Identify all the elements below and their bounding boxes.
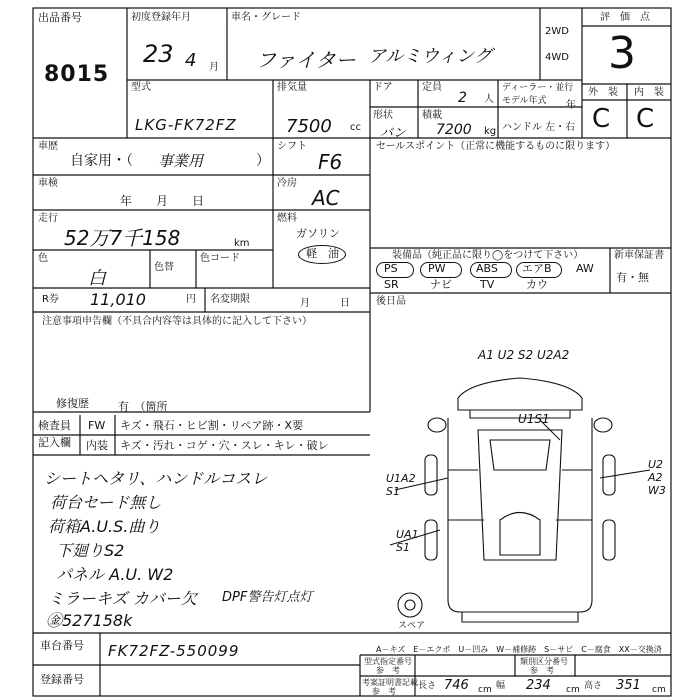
designation-number-label: 型式指定番号 bbox=[364, 657, 412, 666]
history-use: 事業用 bbox=[158, 152, 204, 170]
color-code-label: 色コード bbox=[200, 253, 240, 264]
comment-line-6: ミラーキズ カバー欠 bbox=[48, 589, 197, 608]
shift-label: シフト bbox=[277, 141, 307, 152]
recycle-label: R券 bbox=[42, 294, 59, 305]
grade: アルミウィング bbox=[368, 46, 492, 67]
score-value: 3 bbox=[608, 28, 636, 79]
exterior-grade: C bbox=[592, 104, 611, 134]
history-value: 自家用・（ bbox=[70, 153, 133, 169]
certificate-label: 考案証明書記載 bbox=[362, 678, 418, 687]
comment-line-8: ㊎527158k bbox=[46, 611, 133, 630]
recycle-unit: 円 bbox=[186, 294, 196, 305]
fuel-label: 燃料 bbox=[277, 213, 297, 224]
damage-legend: A－キズ E－エクボ U－凹み W－補修跡 S－サビ C－腐食 XX－交換済 bbox=[376, 645, 662, 654]
chassis-number: FK72FZ-550099 bbox=[108, 642, 240, 660]
inspector-label-1: 検査員 bbox=[38, 419, 71, 432]
diagram-note-left-rear: UA1 S1 bbox=[396, 528, 419, 554]
aircon-label: 冷房 bbox=[277, 178, 297, 189]
load-value: 7200 bbox=[436, 122, 472, 138]
displacement-unit: cc bbox=[350, 122, 361, 133]
score-label: 評 価 点 bbox=[600, 12, 650, 23]
inspector-label-2: 記入欄 bbox=[38, 436, 71, 449]
equipment-pw: PW bbox=[428, 262, 446, 275]
notes-label: 注意事項申告欄（不具合内容等は具体的に記入して下さい） bbox=[42, 316, 312, 327]
spare-tire-label: スペア bbox=[398, 621, 426, 631]
fw-label: FW bbox=[88, 419, 106, 432]
shift-value: F6 bbox=[318, 150, 343, 174]
equipment-aw: AW bbox=[576, 262, 594, 275]
fw-items: キズ・飛石・ヒビ割・リペア跡・X要 bbox=[120, 419, 304, 432]
history-close: ） bbox=[256, 153, 270, 169]
fuel-diesel: 軽 油 bbox=[306, 247, 339, 260]
chassis-number-label: 車台番号 bbox=[40, 639, 84, 652]
diagram-note-roof: U1S1 bbox=[518, 412, 550, 426]
width-value: 234 bbox=[526, 678, 551, 693]
model-year-label: モデル年式 bbox=[502, 96, 547, 106]
registration-number-label: 登録番号 bbox=[40, 673, 84, 686]
fuel-gasoline: ガソリン bbox=[296, 227, 340, 240]
month-unit: 月 bbox=[209, 62, 219, 73]
name-change-fields: 月 日 bbox=[300, 298, 350, 309]
length-value: 746 bbox=[444, 678, 469, 693]
load-unit: kg bbox=[484, 126, 497, 137]
displacement-label: 排気量 bbox=[277, 82, 307, 93]
inspection-label: 車検 bbox=[38, 178, 58, 189]
name-change-label: 名変期限 bbox=[210, 294, 250, 305]
diagram-note-front: A1 U2 S2 U2A2 bbox=[478, 348, 570, 362]
equipment-navi: ナビ bbox=[430, 278, 452, 291]
recycle-value: 11,010 bbox=[90, 290, 146, 309]
capacity-unit: 人 bbox=[484, 94, 494, 105]
repair-history-value: 有 （箇所 bbox=[118, 400, 168, 413]
height-value: 351 bbox=[616, 678, 641, 693]
inspection-fields: 年 月 日 bbox=[120, 194, 205, 208]
capacity-label: 定員 bbox=[422, 82, 442, 93]
aircon-value: AC bbox=[312, 186, 340, 210]
mileage-value: 52万7千158 bbox=[64, 226, 181, 250]
drive-4wd: 4WD bbox=[545, 52, 569, 63]
exterior-label: 外 装 bbox=[588, 87, 618, 98]
equipment-ps: PS bbox=[384, 262, 398, 275]
warranty-value: 有・無 bbox=[616, 271, 649, 284]
height-unit: cm bbox=[652, 685, 666, 695]
comment-line-1: シートヘタリ、ハンドルコスレ bbox=[44, 469, 268, 488]
equipment-abs: ABS bbox=[476, 262, 498, 275]
year-unit: 年 bbox=[566, 100, 576, 111]
lot-number-label: 出品番号 bbox=[38, 11, 82, 24]
lot-number: 8015 bbox=[44, 62, 110, 87]
model-grade-label: 車名・グレード bbox=[231, 12, 301, 23]
registration-year: 23 bbox=[143, 40, 174, 68]
comment-line-2: 荷台セード無し bbox=[50, 493, 162, 512]
category-number-label: 類別区分番号 bbox=[520, 657, 568, 666]
diagram-note-right: U2 A2 W3 bbox=[648, 458, 666, 497]
model-name: ファイター bbox=[256, 48, 356, 72]
equipment-tv: TV bbox=[480, 278, 495, 291]
certificate-ref: 参 考 bbox=[372, 687, 396, 696]
shape-value: バン bbox=[380, 126, 407, 141]
category-ref: 参 考 bbox=[530, 666, 554, 675]
capacity-value: 2 bbox=[458, 90, 467, 106]
color-value: 白 bbox=[88, 268, 106, 289]
equipment-cow: カウ bbox=[526, 278, 548, 291]
shape-label: 形状 bbox=[373, 110, 393, 121]
load-label: 積載 bbox=[422, 110, 442, 121]
equipment-label: 装備品（純正品に限り◯をつけて下さい） bbox=[392, 250, 584, 261]
repair-history-label: 修復歴 bbox=[56, 397, 89, 410]
width-unit: cm bbox=[566, 685, 580, 695]
interior-check-label: 内装 bbox=[86, 439, 108, 452]
sales-point-label: セールスポイント（正常に機能するものに限ります） bbox=[376, 141, 616, 152]
drive-2wd: 2WD bbox=[545, 26, 569, 37]
length-unit: cm bbox=[478, 685, 492, 695]
comment-line-3: 荷箱A.U.S.曲り bbox=[48, 517, 161, 536]
comment-line-4: 下廻りS2 bbox=[56, 541, 125, 560]
dealer-label: ディーラー・並行 bbox=[502, 83, 574, 93]
color-change-label: 色替 bbox=[154, 262, 174, 273]
first-registration-label: 初度登録年月 bbox=[131, 12, 191, 23]
equipment-airbag: エアB bbox=[522, 262, 552, 275]
interior-grade: C bbox=[636, 104, 655, 134]
history-label: 車歴 bbox=[38, 141, 58, 152]
type-label: 型式 bbox=[131, 82, 151, 93]
width-label: 幅 bbox=[496, 681, 506, 691]
interior-label: 内 装 bbox=[634, 87, 664, 98]
door-label: ドア bbox=[373, 82, 393, 93]
handle-label: ハンドル 左・右 bbox=[502, 122, 576, 133]
height-label: 高さ bbox=[584, 681, 603, 691]
warranty-label: 新車保証書 bbox=[614, 250, 664, 261]
registration-month: 4 bbox=[185, 50, 197, 71]
diagram-note-left: U1A2 S1 bbox=[386, 472, 416, 498]
back-order-label: 後日品 bbox=[376, 296, 406, 307]
displacement-value: 7500 bbox=[286, 116, 332, 137]
interior-check-items: キズ・汚れ・コゲ・穴・スレ・キレ・破レ bbox=[120, 439, 329, 452]
comment-line-5: パネル A.U. W2 bbox=[56, 565, 174, 584]
comment-line-7: DPF警告灯点灯 bbox=[222, 590, 313, 605]
designation-ref: 参 考 bbox=[376, 666, 400, 675]
type-value: LKG-FK72FZ bbox=[135, 116, 237, 134]
color-label: 色 bbox=[38, 253, 48, 264]
mileage-label: 走行 bbox=[38, 213, 58, 224]
length-label: 長さ bbox=[418, 681, 437, 691]
mileage-unit: km bbox=[234, 238, 250, 249]
equipment-sr: SR bbox=[384, 278, 399, 291]
